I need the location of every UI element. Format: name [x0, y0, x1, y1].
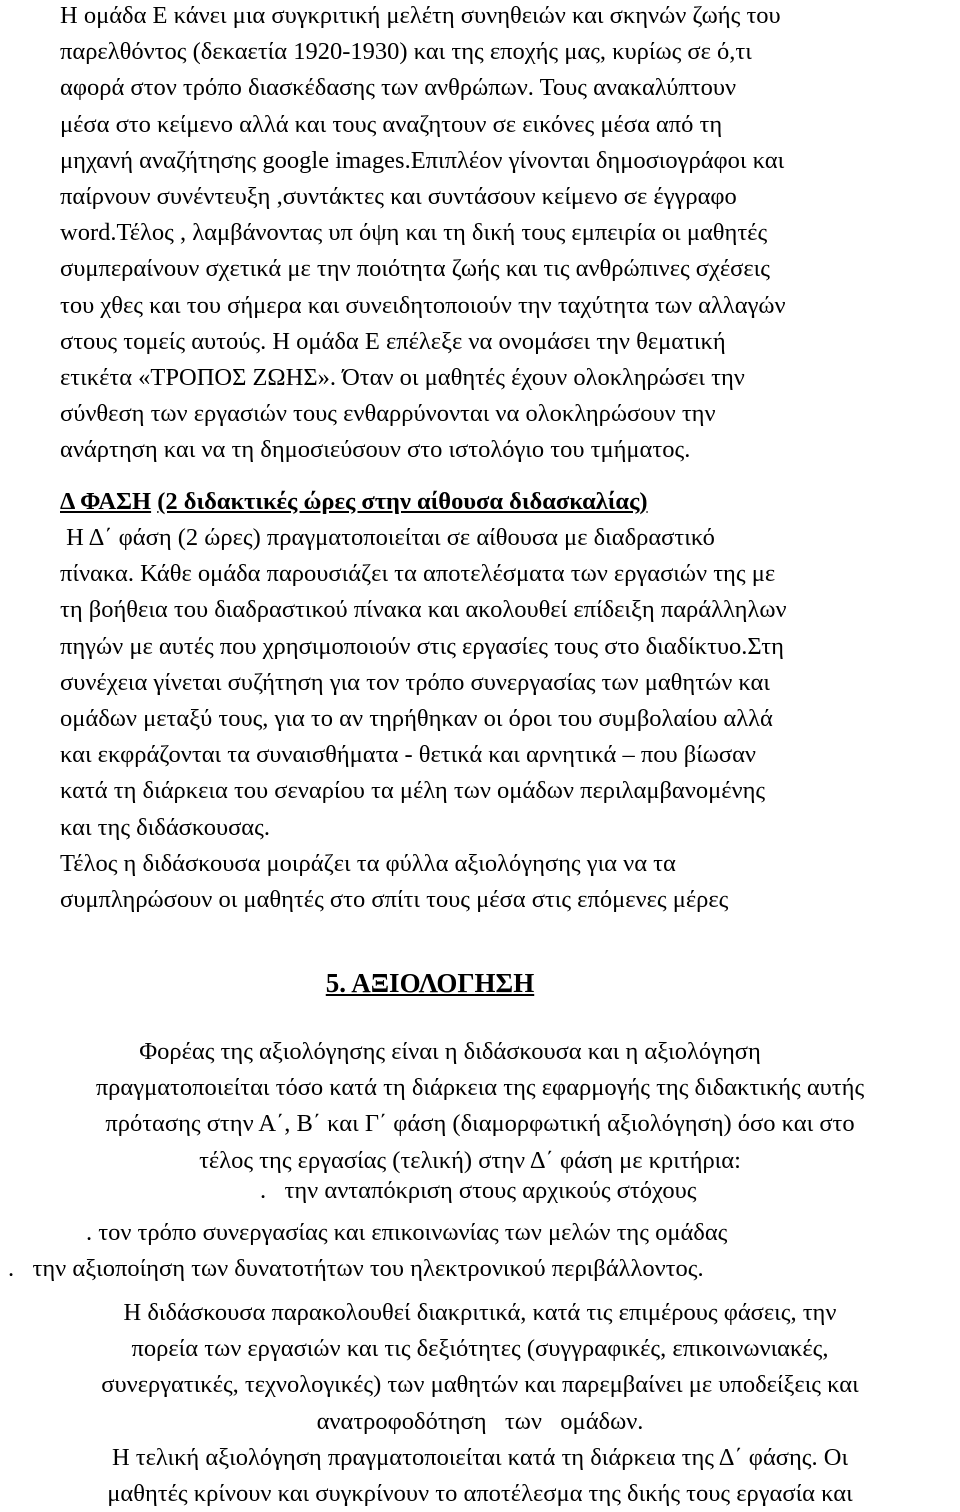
text-line: συμπληρώσουν οι μαθητές στο σπίτι τους μέσα στις επόμενες μέρες	[60, 886, 729, 914]
text-line: παρελθόντος (δεκαετία 1920-1930) και της εποχής μας, κυρίως σε ό,τι	[60, 38, 752, 66]
text-line: ετικέτα «ΤΡΟΠΟΣ ΖΩΗΣ». Όταν οι μαθητές έχουν ολοκληρώσει την	[60, 364, 745, 392]
text-line: Η διδάσκουσα παρακολουθεί διακριτικά, κατά τις επιμέρους φάσεις, την	[123, 1299, 837, 1326]
text-line: μαθητές κρίνουν και συγκρίνουν το αποτέλεσμα της δικής τους εργασία και	[107, 1480, 853, 1508]
text-line: word.Τέλος , λαμβάνοντας υπ όψη και τη δική τους εμπειρία οι μαθητές	[60, 219, 768, 247]
paragraph-group-e	[60, 0, 952, 469]
text-line: πορεία των εργασιών και τις δεξιότητες (συγγραφικές, επικοινωνιακές,	[131, 1335, 829, 1363]
phase-d-label: Δ ΦΑΣΗ	[60, 488, 152, 515]
criterion-item: . την ανταπόκριση στους αρχικούς στόχους	[260, 1177, 697, 1204]
evaluation-monitoring	[0, 1295, 960, 1512]
evaluation-intro	[0, 1034, 960, 1179]
text-line: ανατροφοδότηση των ομάδων.	[316, 1407, 644, 1435]
paragraph-phase-d	[60, 520, 952, 918]
text-line: ανάρτηση και να τη δημοσιεύσουν στο ιστολόγιο του τμήματος.	[60, 436, 691, 464]
phase-d-subtitle: (2 διδακτικές ώρες στην αίθουσα διδασκαλίας)	[157, 488, 648, 515]
text-line: τέλος της εργασίας (τελική) στην Δ΄ φάση με κριτήρια:	[199, 1146, 741, 1174]
text-line: πραγματοποιείται τόσο κατά τη διάρκεια της εφαρμογής της διδακτικής αυτής	[95, 1074, 865, 1102]
text-line: Η ομάδα Ε κάνει μια συγκριτική μελέτη συνηθειών και σκηνών ζωής του	[60, 2, 781, 29]
text-line: τη βοήθεια του διαδραστικού πίνακα και ακολουθεί επίδειξη παράλληλων	[60, 596, 787, 624]
section-title: 5. ΑΞΙΟΛΟΓΗΣΗ	[325, 968, 535, 998]
text-line: και εκφράζονται τα συναισθήματα - θετικά και αρνητικά – που βίωσαν	[60, 741, 757, 769]
text-line: συνεργατικές, τεχνολογικές) των μαθητών και παρεμβαίνει με υποδείξεις και	[101, 1371, 859, 1399]
text-line: του χθες και του σήμερα και συνειδητοποιούν την ταχύτητα των αλλαγών	[60, 291, 786, 319]
text-line: Τέλος η διδάσκουσα μοιράζει τα φύλλα αξιολόγησης για να τα	[60, 849, 676, 877]
text-line: Η Δ΄ φάση (2 ώρες) πραγματοποιείται σε αίθουσα με διαδραστικό	[60, 524, 715, 551]
text-line: συνέχεια γίνεται συζήτηση για τον τρόπο συνεργασίας των μαθητών και	[60, 668, 770, 696]
text-line: Φορέας της αξιολόγησης είναι η διδάσκουσα και η αξιολόγηση	[139, 1038, 761, 1065]
text-line: σύνθεση των εργασιών τους ενθαρρύνονται να ολοκληρώσουν την	[60, 400, 716, 428]
text-line: συμπεραίνουν σχετικά με την ποιότητα ζωής και τις ανθρώπινες σχέσεις	[60, 255, 770, 283]
criterion-item: . την αξιοποίηση των δυνατοτήτων του ηλεκτρονικού περιβάλλοντος.	[8, 1255, 704, 1282]
text-line: Η τελική αξιολόγηση πραγματοποιείται κατά τη διάρκεια της Δ΄ φάσης. Οι	[111, 1443, 849, 1471]
text-line: πρότασης στην Α΄, Β΄ και Γ΄ φάση (διαμορφωτική αξιολόγηση) όσο και στο	[105, 1110, 855, 1138]
text-line: στους τομείς αυτούς. Η ομάδα Ε επέλεξε να ονομάσει την θεματική	[60, 327, 726, 355]
text-line: αφορά στον τρόπο διασκέδασης των ανθρώπων. Τους ανακαλύπτουν	[60, 74, 737, 102]
text-line: ομάδων μεταξύ τους, για το αν τηρήθηκαν οι όροι του συμβολαίου αλλά	[60, 705, 773, 733]
criterion-item: . τον τρόπο συνεργασίας και επικοινωνίας των μελών της ομάδας	[86, 1219, 728, 1246]
text-line: μέσα στο κείμενο αλλά και τους αναζητουν σε εικόνες μέσα από τη	[60, 110, 723, 138]
phase-d-heading	[60, 484, 648, 520]
text-line: και της διδάσκουσας.	[60, 813, 270, 841]
text-line: παίρνουν συνέντευξη ,συντάκτες και συντάσουν κείμενο σε έγγραφο	[60, 183, 737, 211]
text-line: κατά τη διάρκεια του σεναρίου τα μέλη των ομάδων περιλαμβανομένης	[60, 777, 766, 805]
text-line: πηγών με αυτές που χρησιμοποιούν στις εργασίες τους στο διαδίκτυο.Στη	[60, 632, 784, 660]
text-line: πίνακα. Κάθε ομάδα παρουσιάζει τα αποτελέσματα των εργασιών της με	[60, 560, 776, 588]
text-line: μηχανή αναζήτησης google images.Επιπλέον γίνονται δημοσιογράφοι και	[60, 146, 785, 174]
